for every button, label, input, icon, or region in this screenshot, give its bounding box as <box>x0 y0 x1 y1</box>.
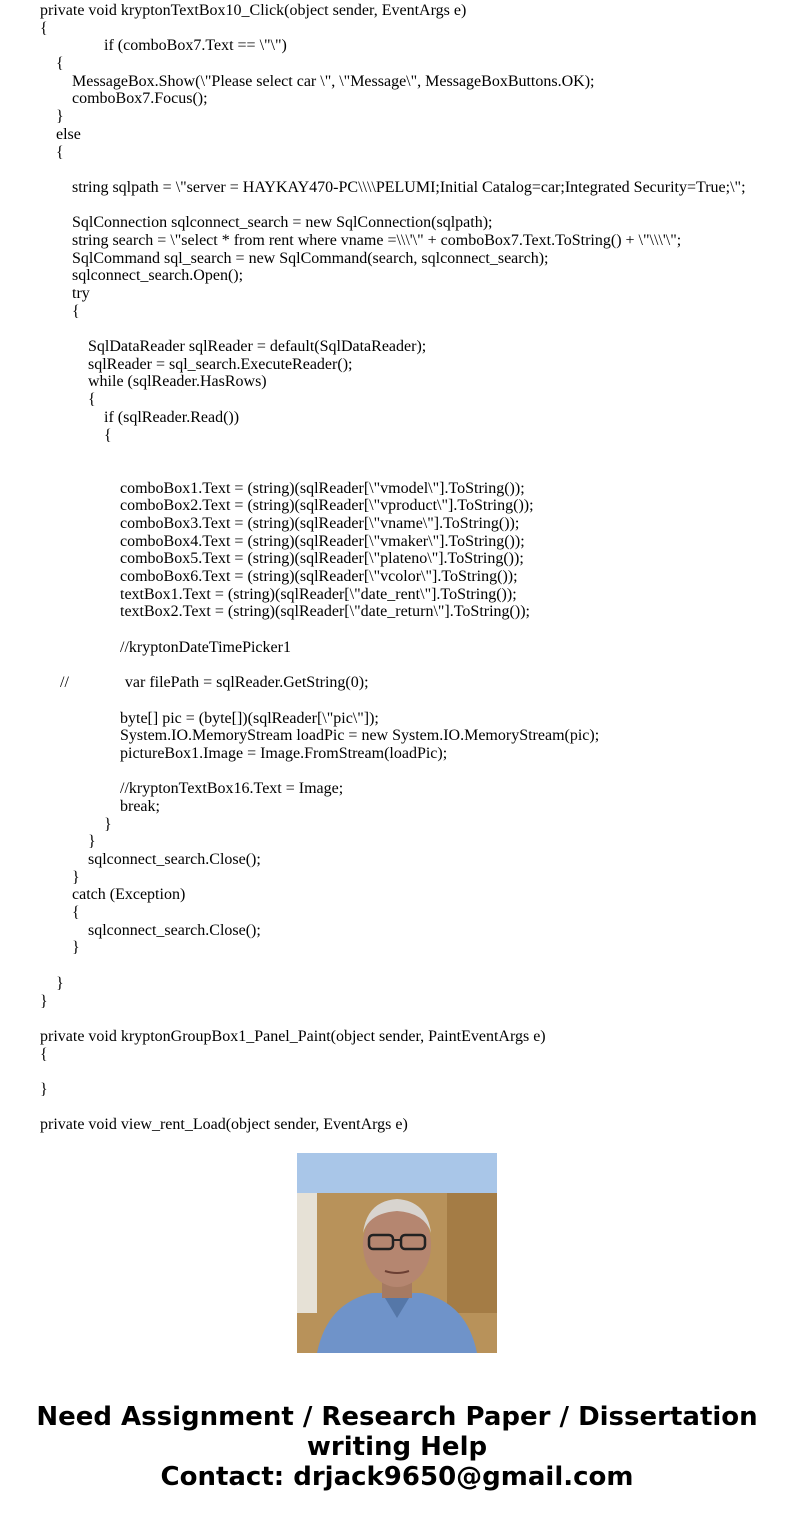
code-line: } <box>40 974 64 992</box>
promo-contact: Contact: drjack9650@gmail.com <box>160 1462 634 1492</box>
code-line <box>40 197 790 215</box>
code-line: textBox2.Text = (string)(sqlReader[\"date_return\"].ToString()); <box>40 603 530 621</box>
code-line: SqlDataReader sqlReader = default(SqlDataReader); <box>40 338 427 356</box>
code-line: { <box>40 19 48 37</box>
code-line: if (comboBox7.Text == \"\") <box>40 37 287 55</box>
code-line <box>40 763 790 781</box>
code-line: System.IO.MemoryStream loadPic = new System.IO.MemoryStream(pic); <box>40 727 600 745</box>
code-line: sqlconnect_search.Close(); <box>40 851 261 868</box>
code-line: } <box>40 992 48 1010</box>
promo-line-1: Need Assignment / Research Paper / Dissertation <box>36 1402 758 1432</box>
code-line: MessageBox.Show(\"Please select car \", \"Message\", MessageBoxButtons.OK); <box>40 72 595 90</box>
code-line: } <box>40 108 64 126</box>
code-line: comboBox2.Text = (string)(sqlReader[\"vproduct\"].ToString()); <box>40 497 534 515</box>
code-line: // var filePath = sqlReader.GetString(0); <box>40 674 369 692</box>
code-line: { <box>40 426 112 444</box>
code-line: SqlCommand sql_search = new SqlCommand(search, sqlconnect_search); <box>40 249 549 267</box>
code-listing <box>40 2 790 1134</box>
code-line: } <box>40 939 80 957</box>
code-line: private void view_rent_Load(object sender, EventArgs e) <box>40 1116 408 1134</box>
code-line: //kryptonDateTimePicker1 <box>40 638 291 656</box>
code-line: break; <box>40 797 160 815</box>
code-line: SqlConnection sqlconnect_search = new SqlConnection(sqlpath); <box>40 214 493 232</box>
code-line: comboBox1.Text = (string)(sqlReader[\"vmodel\"].ToString()); <box>40 479 525 497</box>
code-line <box>40 462 790 480</box>
code-line: string sqlpath = \"server = HAYKAY470-PC\\\\PELUMI;Initial Catalog=car;Integrated Security=True;\"; <box>40 178 746 196</box>
code-line: while (sqlReader.HasRows) <box>40 373 267 391</box>
code-line: pictureBox1.Image = Image.FromStream(loadPic); <box>40 744 448 762</box>
code-line: try <box>40 285 90 302</box>
code-line: string search = \"select * from rent where vname =\\\'\" + comboBox7.Text.ToString() + \"\\\'\"; <box>40 231 682 249</box>
code-line: { <box>40 302 80 320</box>
code-line: { <box>40 55 64 73</box>
promo-line-2: writing Help <box>306 1432 488 1462</box>
code-line: sqlReader = sql_search.ExecuteReader(); <box>40 355 353 373</box>
code-line: private void kryptonTextBox10_Click(object sender, EventArgs e) <box>40 2 467 19</box>
code-line <box>40 692 790 710</box>
code-line: comboBox5.Text = (string)(sqlReader[\"plateno\"].ToString()); <box>40 550 524 568</box>
code-line: } <box>40 815 112 833</box>
code-line <box>40 320 790 338</box>
code-line: //kryptonTextBox16.Text = Image; <box>40 780 344 798</box>
code-line: sqlconnect_search.Close(); <box>40 921 261 939</box>
code-line: if (sqlReader.Read()) <box>40 408 240 426</box>
code-line: { <box>40 1045 48 1063</box>
code-line: textBox1.Text = (string)(sqlReader[\"date_rent\"].ToString()); <box>40 585 517 603</box>
code-line: comboBox6.Text = (string)(sqlReader[\"vcolor\"].ToString()); <box>40 568 518 585</box>
code-line: sqlconnect_search.Open(); <box>40 267 244 285</box>
code-line: comboBox7.Focus(); <box>40 90 208 108</box>
code-line: { <box>40 904 80 922</box>
author-photo <box>297 1153 497 1353</box>
promo-text <box>0 1402 794 1492</box>
code-line <box>40 161 790 179</box>
code-line: private void kryptonGroupBox1_Panel_Paint(object sender, PaintEventArgs e) <box>40 1027 546 1045</box>
code-line: byte[] pic = (byte[])(sqlReader[\"pic\"]); <box>40 709 379 727</box>
portrait-image <box>297 1153 497 1353</box>
code-line <box>40 1010 790 1028</box>
code-line: } <box>40 1080 48 1098</box>
code-line <box>40 1099 790 1117</box>
code-line: } <box>40 868 80 886</box>
code-line: comboBox3.Text = (string)(sqlReader[\"vname\"].ToString()); <box>40 514 520 532</box>
code-line <box>40 1063 790 1081</box>
code-line: else <box>40 125 81 143</box>
code-line: comboBox4.Text = (string)(sqlReader[\"vmaker\"].ToString()); <box>40 532 525 550</box>
code-line <box>40 957 790 975</box>
code-line <box>40 621 790 639</box>
code-line: { <box>40 143 64 161</box>
code-line: } <box>40 833 96 851</box>
code-line <box>40 444 790 462</box>
code-line: catch (Exception) <box>40 886 186 904</box>
code-line: { <box>40 391 96 409</box>
code-line <box>40 656 790 674</box>
